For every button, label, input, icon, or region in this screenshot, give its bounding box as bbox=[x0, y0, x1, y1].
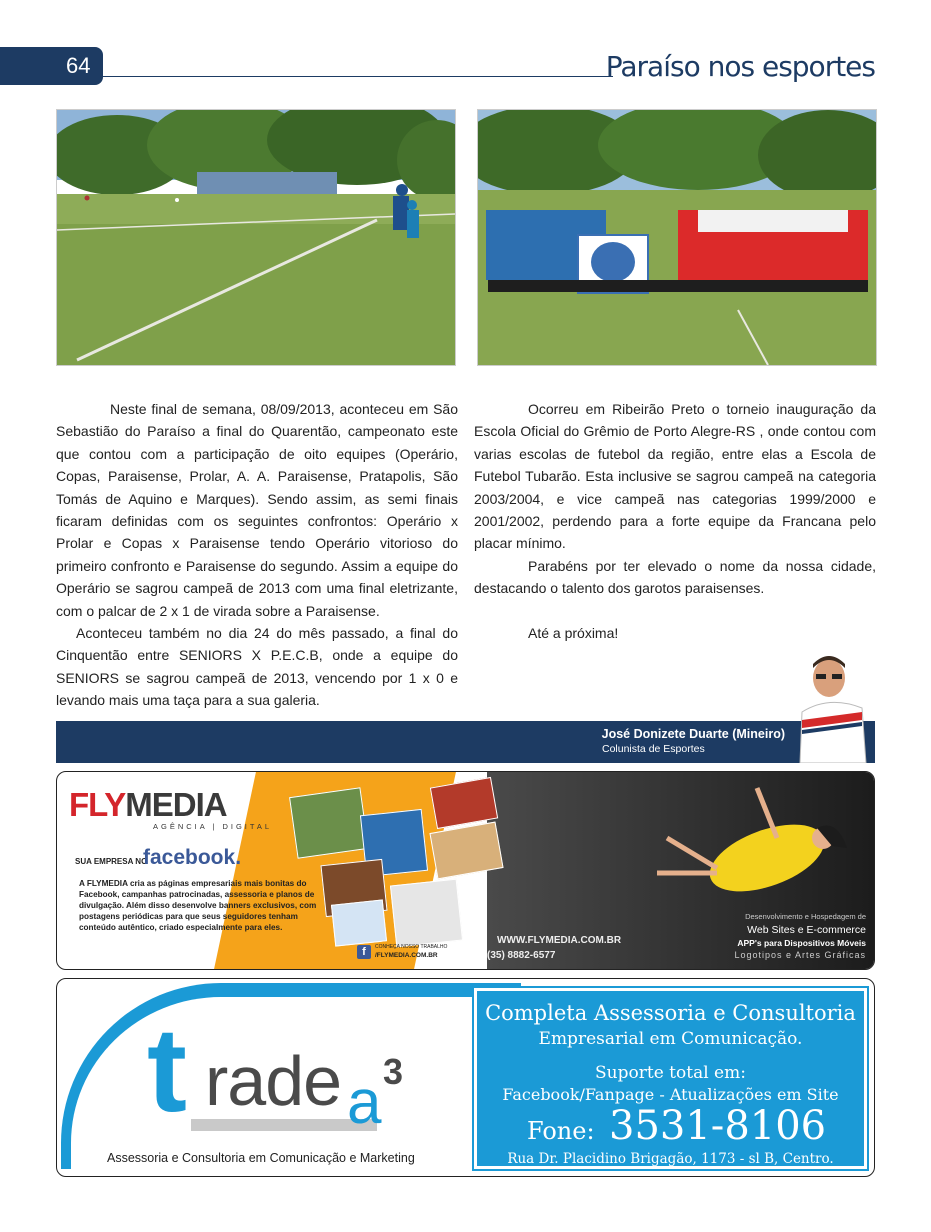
article-left-paragraph-2: Aconteceu também no dia 24 do mês passado, a final do Cinquentão entre SENIORS X P.E.C.B, onde a equipe do SENIORS se sagrou campeã de 2013, vencendo por 1 x 0 e levando mais uma taça para a sua galeria. bbox=[56, 625, 458, 709]
article-right-signoff: Até a próxima! bbox=[528, 624, 619, 641]
facebook-icon: f bbox=[357, 945, 371, 959]
collage-tile bbox=[390, 879, 463, 948]
flying-woman-image bbox=[657, 778, 872, 928]
flymedia-logo-sub: AGÊNCIA | DIGITAL bbox=[153, 822, 273, 831]
flymedia-services-1: Desenvolvimento e Hospedagem de bbox=[745, 912, 866, 921]
trade-a3-ad bbox=[56, 978, 875, 1177]
collage-tile bbox=[289, 787, 369, 858]
trade-logo-rade: rade bbox=[205, 1042, 342, 1120]
trade-box-line2: Empresarial em Comunicação. bbox=[538, 1029, 803, 1049]
author-name: José Donizete Duarte (Mineiro) bbox=[601, 727, 785, 741]
flymedia-description: A FLYMEDIA cria as páginas empresariais mais bonitas do Facebook, campanhas patrocinadas, assessoria e planos de divulgação. Além disso desenvolve banners exclusivos, com postagens periódicas para que seus seguidores tenham conteúdo autêntico, criado especialmente para eles. bbox=[79, 879, 317, 932]
facebook-wordmark: facebook. bbox=[143, 846, 242, 869]
flymedia-phone: (35) 8882-6577 bbox=[487, 950, 556, 961]
photo-soccer-match bbox=[56, 109, 456, 366]
photo-team bbox=[477, 109, 877, 366]
flymedia-logo bbox=[69, 786, 227, 824]
flymedia-facebook-prefix: SUA EMPRESA NO bbox=[75, 857, 148, 866]
flymedia-services-3: APP's para Dispositivos Móveis bbox=[737, 938, 866, 948]
flymedia-services-2: Web Sites e E-commerce bbox=[747, 924, 866, 936]
trade-logo-a: a bbox=[347, 1068, 382, 1137]
section-title: Paraíso nos esportes bbox=[605, 50, 875, 83]
trade-fone-label: Fone: bbox=[527, 1117, 595, 1145]
collage-tile bbox=[429, 822, 503, 880]
flymedia-collage bbox=[293, 782, 503, 966]
trade-tagline: Assessoria e Consultoria em Comunicação e Marketing bbox=[107, 1151, 415, 1165]
flymedia-fb-small-2: /FLYMEDIA.COM.BR bbox=[375, 952, 438, 959]
flymedia-ad bbox=[56, 771, 875, 970]
author-bar bbox=[56, 721, 875, 763]
trade-box-line4: Facebook/Fanpage - Atualizações em Site bbox=[502, 1085, 839, 1104]
article-right-column bbox=[474, 398, 876, 644]
trade-logo-3: 3 bbox=[383, 1051, 404, 1092]
trade-fone-number: 3531-8106 bbox=[609, 1103, 827, 1149]
author-photo bbox=[796, 650, 868, 763]
flymedia-fb-small-1: CONHEÇA NOSSO TRABALHO bbox=[375, 944, 448, 950]
flymedia-website: WWW.FLYMEDIA.COM.BR bbox=[497, 935, 622, 946]
soccer-match-image bbox=[57, 110, 455, 365]
article-left-column bbox=[56, 398, 458, 712]
header-rule bbox=[103, 76, 613, 77]
flymedia-logo-media: MEDIA bbox=[125, 786, 227, 823]
team-photo-image bbox=[478, 110, 876, 365]
article-left-paragraph-1: Neste final de semana, 08/09/2013, aconteceu em São Sebastião do Paraíso a final do Quarentão, campeonato este que contou com a participação de oito equipes (Operário, Copas, Paraisense, Prolar, A. A. Paraisense, Pratapolis, São Tomás de Aquino e Marques). Sendo assim, as semi finais ficaram definidas com os seguintes confrontos: Operário x Prolar e Copas x Paraisense tendo Operário vitorioso do primeiro confronto e Paraisense do segundo. Assim a equipe do Operário se sagrou campeã de 2013 com uma final eletrizante, com o palcar de 2 x 1 de virada sobre a Paraisense. bbox=[56, 401, 458, 619]
collage-tile bbox=[430, 777, 498, 829]
trade-a3-logo bbox=[147, 1003, 477, 1137]
trade-logo-t: t bbox=[147, 1003, 187, 1137]
flymedia-logo-fly: FLY bbox=[69, 786, 126, 823]
author-role: Colunista de Esportes bbox=[602, 743, 705, 755]
flymedia-services-4: Logotipos e Artes Gráficas bbox=[734, 950, 866, 960]
trade-box-line1: Completa Assessoria e Consultoria bbox=[485, 1001, 856, 1025]
trade-contact-box bbox=[474, 988, 867, 1169]
page-number: 64 bbox=[0, 47, 103, 85]
trade-box-line3: Suporte total em: bbox=[595, 1063, 746, 1083]
article-right-paragraph-1: Ocorreu em Ribeirão Preto o torneio inauguração da Escola Oficial do Grêmio de Porto Alegre-RS , onde contou com varias escolas de futebol da região, entre elas a Escola de Futebol Tubarão. Esta inclusive se sagrou campeã na categoria 2003/2004, e vice campeã nas categorias 1999/2000 e 2001/2002, perdendo para a forte equipe da Francana pelo placar mínimo. bbox=[474, 401, 876, 552]
collage-tile bbox=[331, 899, 387, 946]
paragraph-gap bbox=[474, 600, 876, 622]
article-right-paragraph-2: Parabéns por ter elevado o nome da nossa cidade, destacando o talento dos garotos paraisenses. bbox=[474, 557, 876, 597]
trade-address: Rua Dr. Placidino Brigagão, 1173 - sl B, Centro. bbox=[507, 1151, 834, 1167]
